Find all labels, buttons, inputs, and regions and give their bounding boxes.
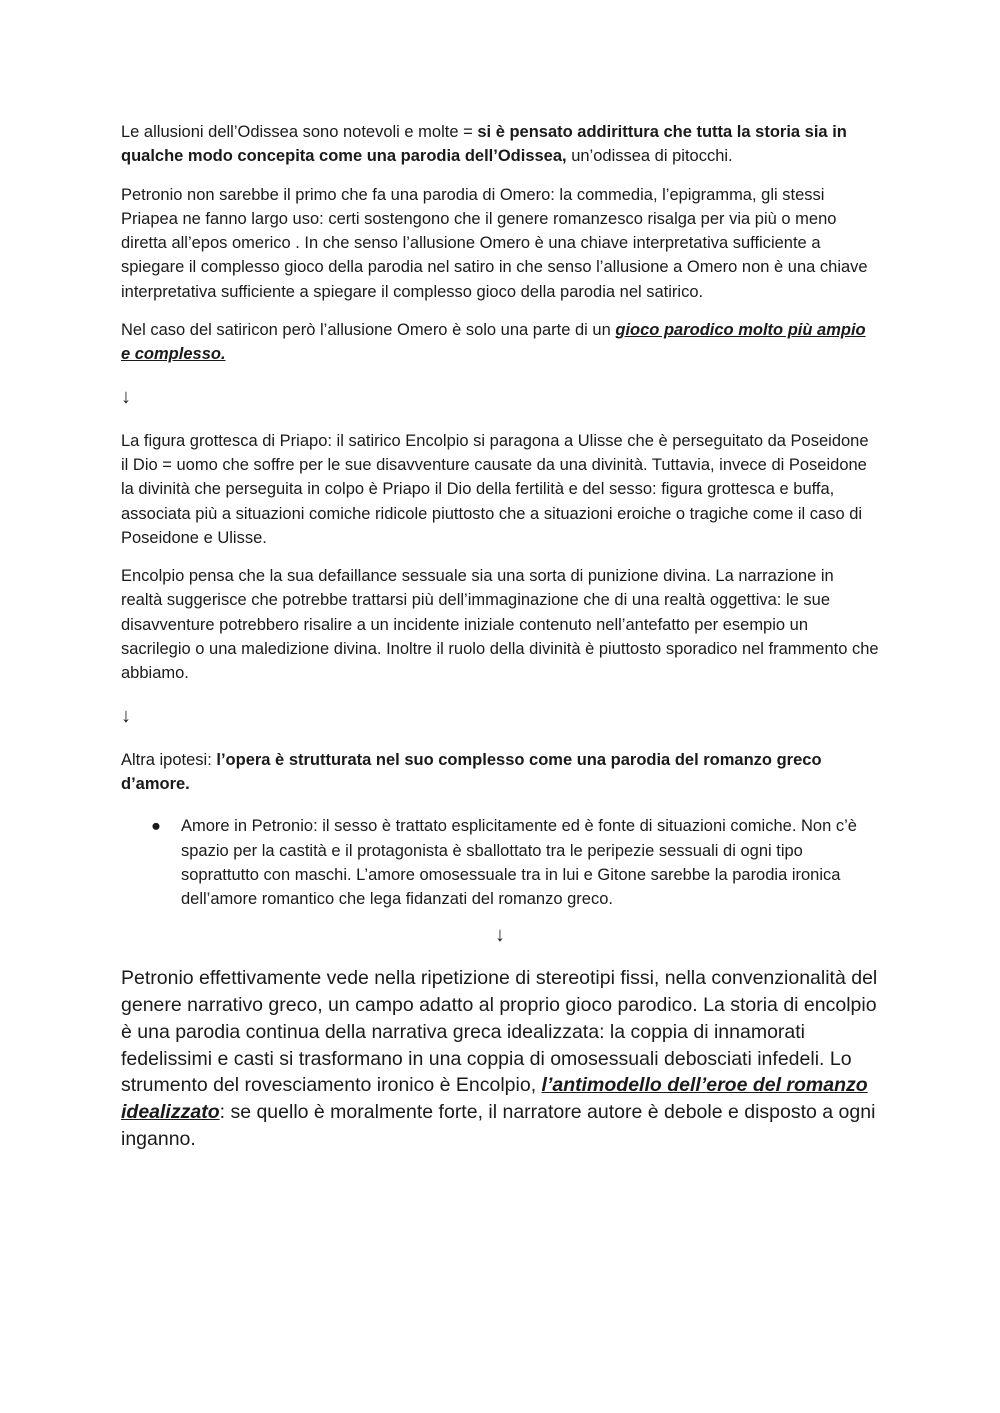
paragraph-omero-parody: Petronio non sarebbe il primo che fa una parodia di Omero: la commedia, l’epigramma, gli stessi Priapea ne fanno largo uso: certi sostengono che il genere romanzesco risalga per via più o meno diretta all’epos omerico . In che senso l’allusione Omero è una chiave interpretativa sufficiente a spiegare il complesso gioco della parodia nel satiro in che senso l’allusione a Omero non è una chiave interpretativa sufficiente a spiegare il complesso gioco della parodia nel satirico. bbox=[121, 185, 868, 301]
document-page bbox=[121, 120, 879, 1152]
paragraph-conclusion bbox=[121, 965, 879, 1152]
paragraph-odissea-allusions bbox=[121, 120, 879, 169]
bold-text: si è pensato addirittura che tutta la storia sia in qualche modo concepita come una parodia dell’Odissea, bbox=[121, 123, 847, 166]
down-arrow-icon: ↓ bbox=[121, 385, 131, 408]
text-run: Petronio effettivamente vede nella ripetizione di stereotipi fissi, nella convenzionalità del genere narrativo greco, un campo adatto al proprio gioco parodico. La storia di encolpio è una parodia continua della narrativa greca idealizzata: la coppia di innamorati fedelissimi e casti si trasformano in una coppia di omosessuali debosciati infedeli. Lo strumento del rovesciamento ironico è Encolpio, bbox=[121, 967, 878, 1097]
text-run: Le allusioni dell’Odissea sono notevoli e molte = bbox=[121, 123, 478, 141]
text-run: Nel caso del satiricon però l’allusione Omero è solo una parte di un bbox=[121, 321, 616, 340]
text-run: : se quello è moralmente forte, il narratore autore è debole e disposto a ogni inganno. bbox=[121, 1100, 876, 1150]
paragraph-encolpio: Encolpio pensa che la sua defaillance sessuale sia una sorta di punizione divina. La narrazione in realtà suggerisce che potrebbe trattarsi più dell’immaginazione che di una realtà oggettiva: le sue disavventure potrebbero risalire a un incidente iniziale contenuto nell’antefatto per esempio un sacrilegio o una maledizione divina. Inoltre il ruolo della divinità è piuttosto sporadico nel frammento che abbiamo. bbox=[121, 567, 879, 683]
down-arrow-icon: ↓ bbox=[495, 924, 505, 947]
paragraph-priapo: La figura grottesca di Priapo: il satirico Encolpio si paragona a Ulisse che è perseguitato da Poseidone il Dio = uomo che soffre per le sue disavventure causate da una divinità. Tuttavia, invece di Poseidone la divinità che perseguita in colpo è Priapo il Dio della fertilità e del sesso: figura grottesca e buffa, associata più a situazioni comiche ridicole piuttosto che a situazioni eroiche o tragiche come il caso di Poseidone e Ulisse. bbox=[121, 431, 869, 547]
bullet-icon: ● bbox=[151, 817, 161, 836]
text-run: Altra ipotesi: bbox=[121, 750, 217, 769]
bold-text: l’opera è strutturata nel suo complesso come una parodia del romanzo greco d’amore. bbox=[121, 750, 822, 793]
down-arrow-icon: ↓ bbox=[121, 704, 131, 727]
emphasis-text: l’antimodello dell’eroe del romanzo idealizzato bbox=[121, 1074, 868, 1123]
text-run: un’odissea di pitocchi. bbox=[566, 147, 733, 166]
list-item bbox=[121, 814, 879, 911]
list-item-text: Amore in Petronio: il sesso è trattato esplicitamente ed è fonte di situazioni comiche. Non c’è spazio per la castità e il protagonista è sballottato tra le peripezie sessuali di ogni tipo soprattutto con maschi. L’amore omosessuale tra in lui e Gitone sarebbe la parodia ironica dell’amore romantico che lega fidanzati del romanzo greco. bbox=[181, 817, 857, 909]
paragraph-satiricon bbox=[121, 318, 879, 367]
emphasis-text: gioco parodico molto più ampio e complesso. bbox=[121, 321, 866, 364]
paragraph-altra-ipotesi bbox=[121, 748, 879, 797]
bullet-list bbox=[121, 814, 879, 911]
